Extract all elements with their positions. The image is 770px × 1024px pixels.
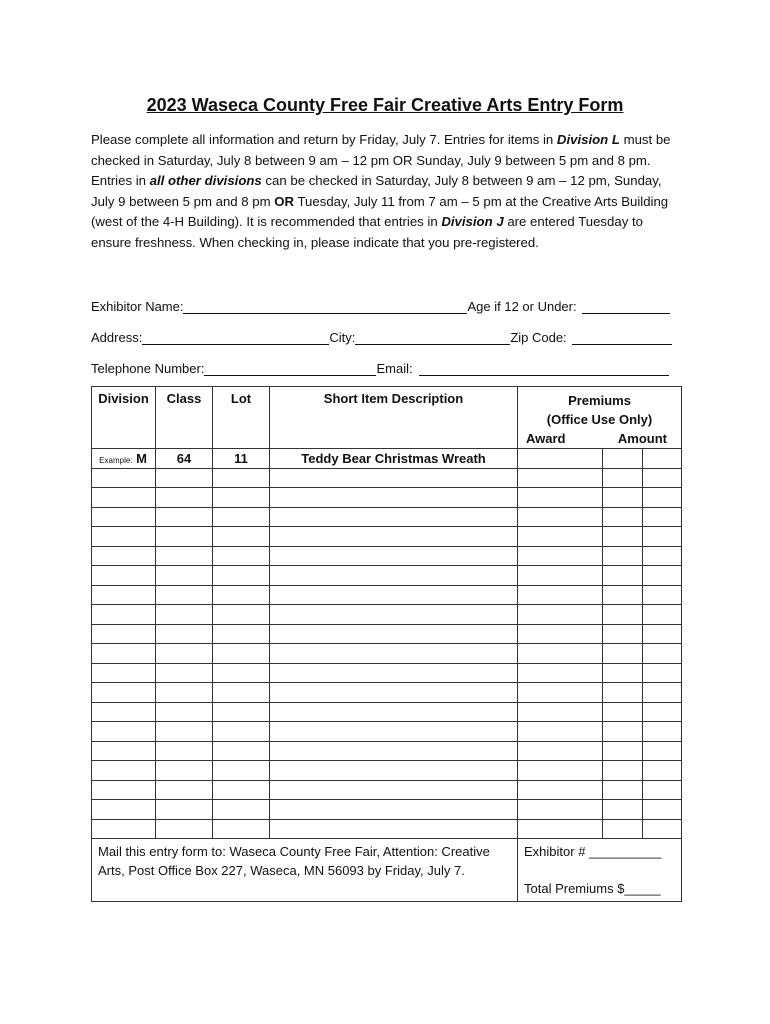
entry-cell[interactable]	[643, 546, 682, 566]
entry-cell[interactable]	[518, 663, 603, 683]
exhibitor-row	[91, 296, 681, 314]
entry-cell[interactable]	[156, 605, 213, 625]
entry-cell[interactable]	[92, 624, 156, 644]
entry-cell[interactable]	[643, 605, 682, 625]
entry-cell[interactable]	[156, 546, 213, 566]
table-row	[92, 683, 682, 703]
example-description: Teddy Bear Christmas Wreath	[270, 449, 518, 469]
table-row	[92, 741, 682, 761]
entry-cell[interactable]	[603, 702, 643, 722]
entry-cell[interactable]	[92, 644, 156, 664]
division-j-emphasis: Division J	[441, 214, 504, 229]
entry-cell[interactable]	[270, 624, 518, 644]
entry-cell[interactable]	[213, 800, 270, 820]
office-use-note: (Office Use Only)	[546, 412, 653, 427]
entry-cell[interactable]	[270, 585, 518, 605]
premiums-title: Premiums	[568, 393, 631, 408]
entry-cell[interactable]	[518, 800, 603, 820]
entry-cell[interactable]	[156, 683, 213, 703]
page-title: 2023 Waseca County Free Fair Creative Arts Entry Form	[146, 95, 624, 115]
entry-cell[interactable]	[518, 702, 603, 722]
entry-cell[interactable]	[643, 683, 682, 703]
entry-cell[interactable]	[603, 624, 643, 644]
entry-cell[interactable]	[518, 683, 603, 703]
entry-cell[interactable]	[270, 741, 518, 761]
table-header-row	[92, 387, 682, 449]
entry-cell[interactable]	[518, 566, 603, 586]
division-l-emphasis: Division L	[556, 132, 620, 147]
exhibitor-name-label: Exhibitor Name:	[91, 299, 184, 314]
entry-cell[interactable]	[213, 819, 270, 839]
entry-cell[interactable]	[643, 585, 682, 605]
entry-cell[interactable]	[270, 663, 518, 683]
table-row	[92, 702, 682, 722]
table-row	[92, 488, 682, 508]
entry-cell[interactable]	[603, 468, 643, 488]
example-award	[518, 449, 603, 469]
class-header: Class	[156, 387, 213, 449]
entry-cell[interactable]	[213, 527, 270, 547]
example-division: M	[136, 450, 147, 466]
entry-cell[interactable]	[518, 488, 603, 508]
entry-cell[interactable]	[270, 644, 518, 664]
entry-cell[interactable]	[643, 702, 682, 722]
table-row	[92, 800, 682, 820]
entry-cell[interactable]	[92, 585, 156, 605]
total-premiums-field[interactable]: Total Premiums $_____	[524, 881, 661, 896]
entry-cell[interactable]	[156, 741, 213, 761]
entry-cell[interactable]	[213, 507, 270, 527]
contact-row	[91, 358, 681, 376]
entry-cell[interactable]	[156, 761, 213, 781]
entry-cell[interactable]	[213, 585, 270, 605]
entry-cell[interactable]	[270, 761, 518, 781]
entry-cell[interactable]	[156, 780, 213, 800]
entry-cell[interactable]	[92, 722, 156, 742]
table-row	[92, 605, 682, 625]
entry-cell[interactable]	[270, 702, 518, 722]
address-field[interactable]	[142, 330, 329, 345]
entry-cell[interactable]	[518, 761, 603, 781]
entry-cell[interactable]	[643, 507, 682, 527]
example-division-cell	[92, 449, 156, 469]
entry-cell[interactable]	[270, 819, 518, 839]
entry-cell[interactable]	[603, 761, 643, 781]
division-header: Division	[92, 387, 156, 449]
table-row	[92, 644, 682, 664]
award-header: Award	[526, 431, 566, 446]
entry-cell[interactable]	[213, 488, 270, 508]
entry-cell[interactable]	[603, 566, 643, 586]
instructions-paragraph	[91, 130, 685, 253]
entry-cell[interactable]	[213, 741, 270, 761]
entry-cell[interactable]	[92, 683, 156, 703]
table-row	[92, 663, 682, 683]
email-label: Email:	[376, 361, 413, 376]
or-emphasis: OR	[274, 193, 295, 209]
entry-cell[interactable]	[643, 741, 682, 761]
entry-cell[interactable]	[270, 605, 518, 625]
entry-cell[interactable]	[92, 566, 156, 586]
premiums-header	[518, 387, 682, 449]
example-lot: 11	[213, 449, 270, 469]
entries-table	[91, 386, 682, 902]
office-totals-cell	[518, 839, 682, 902]
intro-text-2: must be checked in Saturday, July 8 between 9 am – 12 pm OR Sunday, July 9 between 5 pm and 8 pm. Entries in	[91, 132, 671, 188]
entry-cell[interactable]	[156, 566, 213, 586]
entry-cell[interactable]	[518, 741, 603, 761]
zip-label: Zip Code:	[510, 330, 567, 345]
entry-cell[interactable]	[92, 702, 156, 722]
entry-cell[interactable]	[92, 468, 156, 488]
entry-cell[interactable]	[213, 722, 270, 742]
entry-cell[interactable]	[213, 566, 270, 586]
entry-cell[interactable]	[603, 722, 643, 742]
entry-cell[interactable]	[213, 683, 270, 703]
entry-cell[interactable]	[92, 780, 156, 800]
entry-cell[interactable]	[92, 488, 156, 508]
entry-cell[interactable]	[518, 585, 603, 605]
entry-cell[interactable]	[92, 527, 156, 547]
table-row	[92, 624, 682, 644]
entry-cell[interactable]	[603, 800, 643, 820]
entry-cell[interactable]	[213, 702, 270, 722]
entry-cell[interactable]	[270, 546, 518, 566]
entry-cell[interactable]	[156, 644, 213, 664]
exhibitor-number-field[interactable]: Exhibitor # __________	[524, 844, 662, 859]
entry-cell[interactable]	[603, 819, 643, 839]
entry-cell[interactable]	[270, 683, 518, 703]
entry-cell[interactable]	[156, 488, 213, 508]
all-other-divisions-emphasis: all other divisions	[149, 173, 262, 188]
city-label: City:	[329, 330, 356, 345]
entry-cell[interactable]	[603, 663, 643, 683]
entry-cell[interactable]	[92, 819, 156, 839]
description-header: Short Item Description	[270, 387, 518, 449]
entry-cell[interactable]	[156, 819, 213, 839]
entry-cell[interactable]	[92, 546, 156, 566]
entry-cell[interactable]	[643, 761, 682, 781]
entry-cell[interactable]	[156, 800, 213, 820]
entry-cell[interactable]	[643, 663, 682, 683]
telephone-field[interactable]	[204, 361, 376, 376]
entry-cell[interactable]	[603, 488, 643, 508]
entry-cell[interactable]	[643, 624, 682, 644]
lot-header: Lot	[213, 387, 270, 449]
entry-cell[interactable]	[603, 527, 643, 547]
entry-cell[interactable]	[92, 800, 156, 820]
entry-cell[interactable]	[213, 780, 270, 800]
address-row	[91, 327, 681, 345]
entry-cell[interactable]	[270, 468, 518, 488]
entry-cell[interactable]	[603, 683, 643, 703]
entry-cell[interactable]	[603, 546, 643, 566]
age-field[interactable]	[582, 299, 670, 314]
entry-cell[interactable]	[518, 624, 603, 644]
entry-cell[interactable]	[603, 507, 643, 527]
entry-cell[interactable]	[213, 546, 270, 566]
footer-row	[92, 839, 682, 902]
entry-cell[interactable]	[270, 488, 518, 508]
entry-cell[interactable]	[92, 761, 156, 781]
table-row	[92, 468, 682, 488]
entry-cell[interactable]	[270, 722, 518, 742]
entry-cell[interactable]	[270, 527, 518, 547]
email-field[interactable]	[419, 361, 669, 376]
entry-cell[interactable]	[270, 507, 518, 527]
entry-cell[interactable]	[156, 624, 213, 644]
entry-cell[interactable]	[643, 566, 682, 586]
age-label: Age if 12 or Under:	[467, 299, 577, 314]
entry-cell[interactable]	[156, 527, 213, 547]
entry-cell[interactable]	[603, 644, 643, 664]
entry-cell[interactable]	[156, 702, 213, 722]
entry-cell[interactable]	[213, 663, 270, 683]
entry-cell[interactable]	[156, 663, 213, 683]
entry-cell[interactable]	[92, 605, 156, 625]
entry-cell[interactable]	[270, 566, 518, 586]
example-prefix: Example:	[99, 455, 133, 465]
table-row	[92, 546, 682, 566]
entry-cell[interactable]	[518, 468, 603, 488]
table-row	[92, 761, 682, 781]
example-class: 64	[156, 449, 213, 469]
mail-instructions: Mail this entry form to: Waseca County Free Fair, Attention: Creative Arts, Post Office Box 227, Waseca, MN 56093 by Friday, July 7.	[92, 839, 518, 902]
address-label: Address:	[91, 330, 143, 345]
table-row	[92, 585, 682, 605]
entry-cell[interactable]	[643, 780, 682, 800]
entry-cell[interactable]	[643, 488, 682, 508]
entry-cell[interactable]	[213, 468, 270, 488]
amount-header: Amount	[617, 431, 667, 446]
entry-cell[interactable]	[213, 624, 270, 644]
entry-cell[interactable]	[518, 546, 603, 566]
table-row	[92, 507, 682, 527]
entry-cell[interactable]	[213, 644, 270, 664]
table-row	[92, 780, 682, 800]
entry-cell[interactable]	[518, 605, 603, 625]
table-row	[92, 527, 682, 547]
table-row	[92, 819, 682, 839]
zip-field[interactable]	[572, 330, 672, 345]
entry-cell[interactable]	[518, 527, 603, 547]
entry-cell[interactable]	[643, 468, 682, 488]
entry-cell[interactable]	[156, 507, 213, 527]
entry-cell[interactable]	[156, 722, 213, 742]
entry-cell[interactable]	[643, 722, 682, 742]
example-row	[92, 449, 682, 469]
entry-cell[interactable]	[518, 819, 603, 839]
entry-cell[interactable]	[156, 468, 213, 488]
blank-entry-rows	[92, 468, 682, 839]
entry-cell[interactable]	[270, 800, 518, 820]
entry-cell[interactable]	[92, 663, 156, 683]
entry-cell[interactable]	[603, 780, 643, 800]
entry-cell[interactable]	[213, 605, 270, 625]
intro-text-5: are entered Tuesday to ensure freshness. When checking in, please indicate that you pre-registered.	[91, 214, 643, 250]
example-amount-dollars	[603, 449, 643, 469]
entry-cell[interactable]	[643, 527, 682, 547]
entry-cell[interactable]	[518, 644, 603, 664]
entry-cell[interactable]	[603, 741, 643, 761]
entry-cell[interactable]	[643, 819, 682, 839]
intro-text-3: can be checked in Saturday, July 8 between 9 am – 12 pm, Sunday, July 9 between 5 pm and 8 pm	[91, 173, 662, 209]
entry-cell[interactable]	[518, 780, 603, 800]
entry-cell[interactable]	[518, 507, 603, 527]
entry-cell[interactable]	[603, 605, 643, 625]
entry-cell[interactable]	[643, 644, 682, 664]
city-field[interactable]	[355, 330, 510, 345]
entry-cell[interactable]	[92, 507, 156, 527]
intro-text-1: Please complete all information and return by Friday, July 7. Entries for items in	[91, 132, 557, 147]
entry-cell[interactable]	[270, 780, 518, 800]
table-row	[92, 566, 682, 586]
intro-text-4: Tuesday, July 11 from 7 am – 5 pm at the Creative Arts Building (west of the 4-H Building). It is recommended that entries in	[91, 193, 669, 229]
entry-cell[interactable]	[603, 585, 643, 605]
telephone-label: Telephone Number:	[91, 361, 205, 376]
entry-cell[interactable]	[518, 722, 603, 742]
entry-cell[interactable]	[643, 800, 682, 820]
example-amount-cents	[643, 449, 682, 469]
entry-cell[interactable]	[92, 741, 156, 761]
exhibitor-name-field[interactable]	[183, 299, 467, 314]
entry-cell[interactable]	[156, 585, 213, 605]
entry-cell[interactable]	[213, 761, 270, 781]
table-row	[92, 722, 682, 742]
